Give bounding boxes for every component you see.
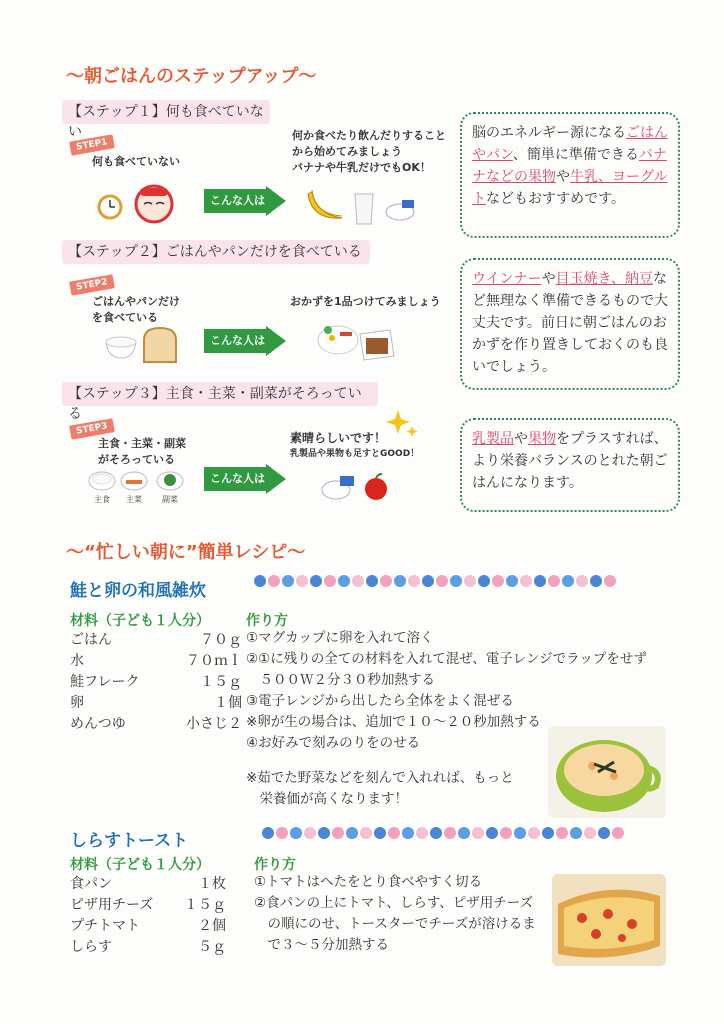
main-dish-icon — [120, 470, 148, 496]
material-row: 水 ７０ｍｌ — [70, 653, 242, 669]
flower-icon — [262, 827, 274, 839]
recipe2-materials — [70, 874, 226, 958]
dish-label-staple: 主食 — [94, 495, 110, 504]
flower-icon — [296, 575, 308, 587]
sleepy-child-icon — [132, 180, 176, 228]
flower-icon — [556, 827, 568, 839]
flower-icon — [464, 575, 476, 587]
step2-note: ウインナーや目玉焼き、納豆など無理なく準備できるもので大丈夫です。前日に朝ごはんのおかずを作り置きしておくのも良いでしょう。 — [460, 258, 680, 390]
flower-icon — [500, 827, 512, 839]
flower-icon — [360, 827, 372, 839]
flower-icon — [268, 575, 280, 587]
flower-icon — [366, 575, 378, 587]
dish-label-side: 副菜 — [162, 495, 178, 504]
flower-icon — [374, 827, 386, 839]
shirasu-toast-photo — [552, 874, 666, 966]
flower-icon — [472, 827, 484, 839]
flower-icon — [590, 575, 602, 587]
flower-icon — [352, 575, 364, 587]
recipe1-materials — [70, 630, 242, 735]
flower-icon — [416, 827, 428, 839]
section-title-recipes: 〜“忙しい朝に”簡単レシピ〜 — [66, 542, 306, 563]
recipe2-method-title: 作り方 — [254, 857, 296, 873]
step3-bar: 【ステップ３】主食・主菜・副菜がそろっている — [62, 382, 378, 406]
flower-icon — [570, 827, 582, 839]
flower-icon — [458, 827, 470, 839]
flower-icon — [542, 827, 554, 839]
flower-icon — [394, 575, 406, 587]
step2-badge: STEP2 — [69, 274, 114, 295]
recipe1-method-title: 作り方 — [246, 613, 288, 629]
side-dish-plate-icon — [316, 316, 360, 360]
step1-arrow: こんな人は — [204, 186, 284, 216]
flower-icon — [436, 575, 448, 587]
step2-bar: 【ステップ２】ごはんやパンだけを食べている — [62, 240, 370, 264]
step3-note: 乳製品や果物をプラスすれば、より栄養バランスのとれた朝ごはんになります。 — [460, 418, 680, 512]
flower-icon — [492, 575, 504, 587]
flower-icon — [486, 827, 498, 839]
flower-icon — [604, 575, 616, 587]
flower-icon — [520, 575, 532, 587]
step3-advice: 素晴らしいです！ 乳製品や果物も足すとGOOD！ — [290, 431, 420, 459]
staple-dish-icon — [88, 470, 116, 496]
step2-state: ごはんやパンだけ を食べている — [92, 295, 180, 324]
flower-icon — [444, 827, 456, 839]
rice-bowl-icon — [104, 334, 138, 364]
flower-border-1 — [254, 574, 654, 588]
material-row: 食パン １枚 — [70, 876, 226, 892]
recipe1-materials-title: 材料（子ども１人分） — [70, 613, 210, 629]
flower-icon — [402, 827, 414, 839]
flower-icon — [422, 575, 434, 587]
apple-icon — [362, 472, 390, 506]
material-row: ごはん ７０ｇ — [70, 632, 242, 648]
flower-icon — [576, 575, 588, 587]
flower-border-2 — [262, 826, 660, 840]
flower-icon — [254, 575, 266, 587]
flower-icon — [282, 575, 294, 587]
flower-icon — [598, 827, 610, 839]
recipe2-materials-title: 材料（子ども１人分） — [70, 857, 210, 873]
recipe2-method: ①トマトはへたをとり食べやすく切る ②食パンの上にトマト、しらす、ピザ用チーズ の順にのせ、トースターでチーズが溶けるま で３〜５分加熱する — [254, 874, 536, 953]
zosui-photo — [548, 726, 666, 818]
material-row: ピザ用チーズ １５ｇ — [70, 897, 226, 913]
flower-icon — [346, 827, 358, 839]
flower-icon — [290, 827, 302, 839]
step3-arrow: こんな人は — [204, 464, 284, 494]
recipe2-title: しらすトースト — [70, 831, 189, 851]
flower-icon — [338, 575, 350, 587]
step1-badge: STEP1 — [69, 134, 114, 155]
flower-icon — [408, 575, 420, 587]
recipe1-method: ①マグカップに卵を入れて溶く ②①に残りの全ての材料を入れて混ぜ、電子レンジでラップをせず ５００Ｗ２分３０秒加熱する ③電子レンジから出したら全体をよく混ぜる ※卵が生の場合は、追加で１０〜２０秒加熱する ④お好みで刻みのりをのせる — [246, 630, 647, 751]
step1-note: 脳のエネルギー源になるごはんやパン、簡単に準備できるバナナなどの果物や牛乳、ヨーグルトなどもおすすめです。 — [460, 112, 680, 238]
step2-arrow: こんな人は — [204, 326, 284, 356]
flower-icon — [534, 575, 546, 587]
flower-icon — [304, 827, 316, 839]
natto-pack-icon — [356, 326, 396, 366]
material-row: 卵 １個 — [70, 695, 242, 711]
step1-advice: 何か食べたり飲んだりすること から始めてみましょう バナナや牛乳だけでもOK！ — [292, 129, 446, 174]
flower-icon — [514, 827, 526, 839]
alarm-clock-icon — [96, 192, 124, 224]
material-row: 鮭フレーク １５ｇ — [70, 674, 242, 690]
material-row: プチトマト ２個 — [70, 918, 226, 934]
dish-label-main: 主菜 — [126, 495, 142, 504]
banana-icon — [302, 186, 346, 230]
step3-state: 主食・主菜・副菜 がそろっている — [98, 437, 186, 466]
flower-icon — [612, 827, 624, 839]
flower-icon — [324, 575, 336, 587]
recipe1-title: 鮭と卵の和風雑炊 — [70, 581, 206, 601]
flower-icon — [450, 575, 462, 587]
milk-glass-icon — [352, 192, 376, 230]
flower-icon — [318, 827, 330, 839]
material-row: しらす ５ｇ — [70, 939, 226, 955]
flower-icon — [380, 575, 392, 587]
material-row: めんつゆ 小さじ２ — [70, 716, 242, 732]
flower-icon — [528, 827, 540, 839]
flower-icon — [430, 827, 442, 839]
flower-icon — [276, 827, 288, 839]
yogurt-bowl-icon — [320, 474, 356, 506]
flower-icon — [388, 827, 400, 839]
flower-icon — [478, 575, 490, 587]
flower-icon — [332, 827, 344, 839]
side-dish-icon — [156, 470, 184, 496]
step2-advice: おかずを1品つけてみましょう — [290, 295, 441, 308]
flower-icon — [584, 827, 596, 839]
recipe1-tip: ※茹でた野菜などを刻んで入れれば、もっと 栄養価が高くなります！ — [246, 770, 514, 807]
yogurt-icon — [384, 198, 416, 228]
flower-icon — [310, 575, 322, 587]
flower-icon — [506, 575, 518, 587]
section-title-steps: 〜朝ごはんのステップアップ〜 — [66, 66, 317, 87]
step1-bar: 【ステップ１】何も食べていない — [62, 100, 270, 124]
flower-icon — [548, 575, 560, 587]
step3-badge: STEP3 — [69, 418, 114, 439]
bread-icon — [140, 326, 180, 368]
step1-state: 何も食べていない — [92, 155, 180, 168]
flower-icon — [562, 575, 574, 587]
